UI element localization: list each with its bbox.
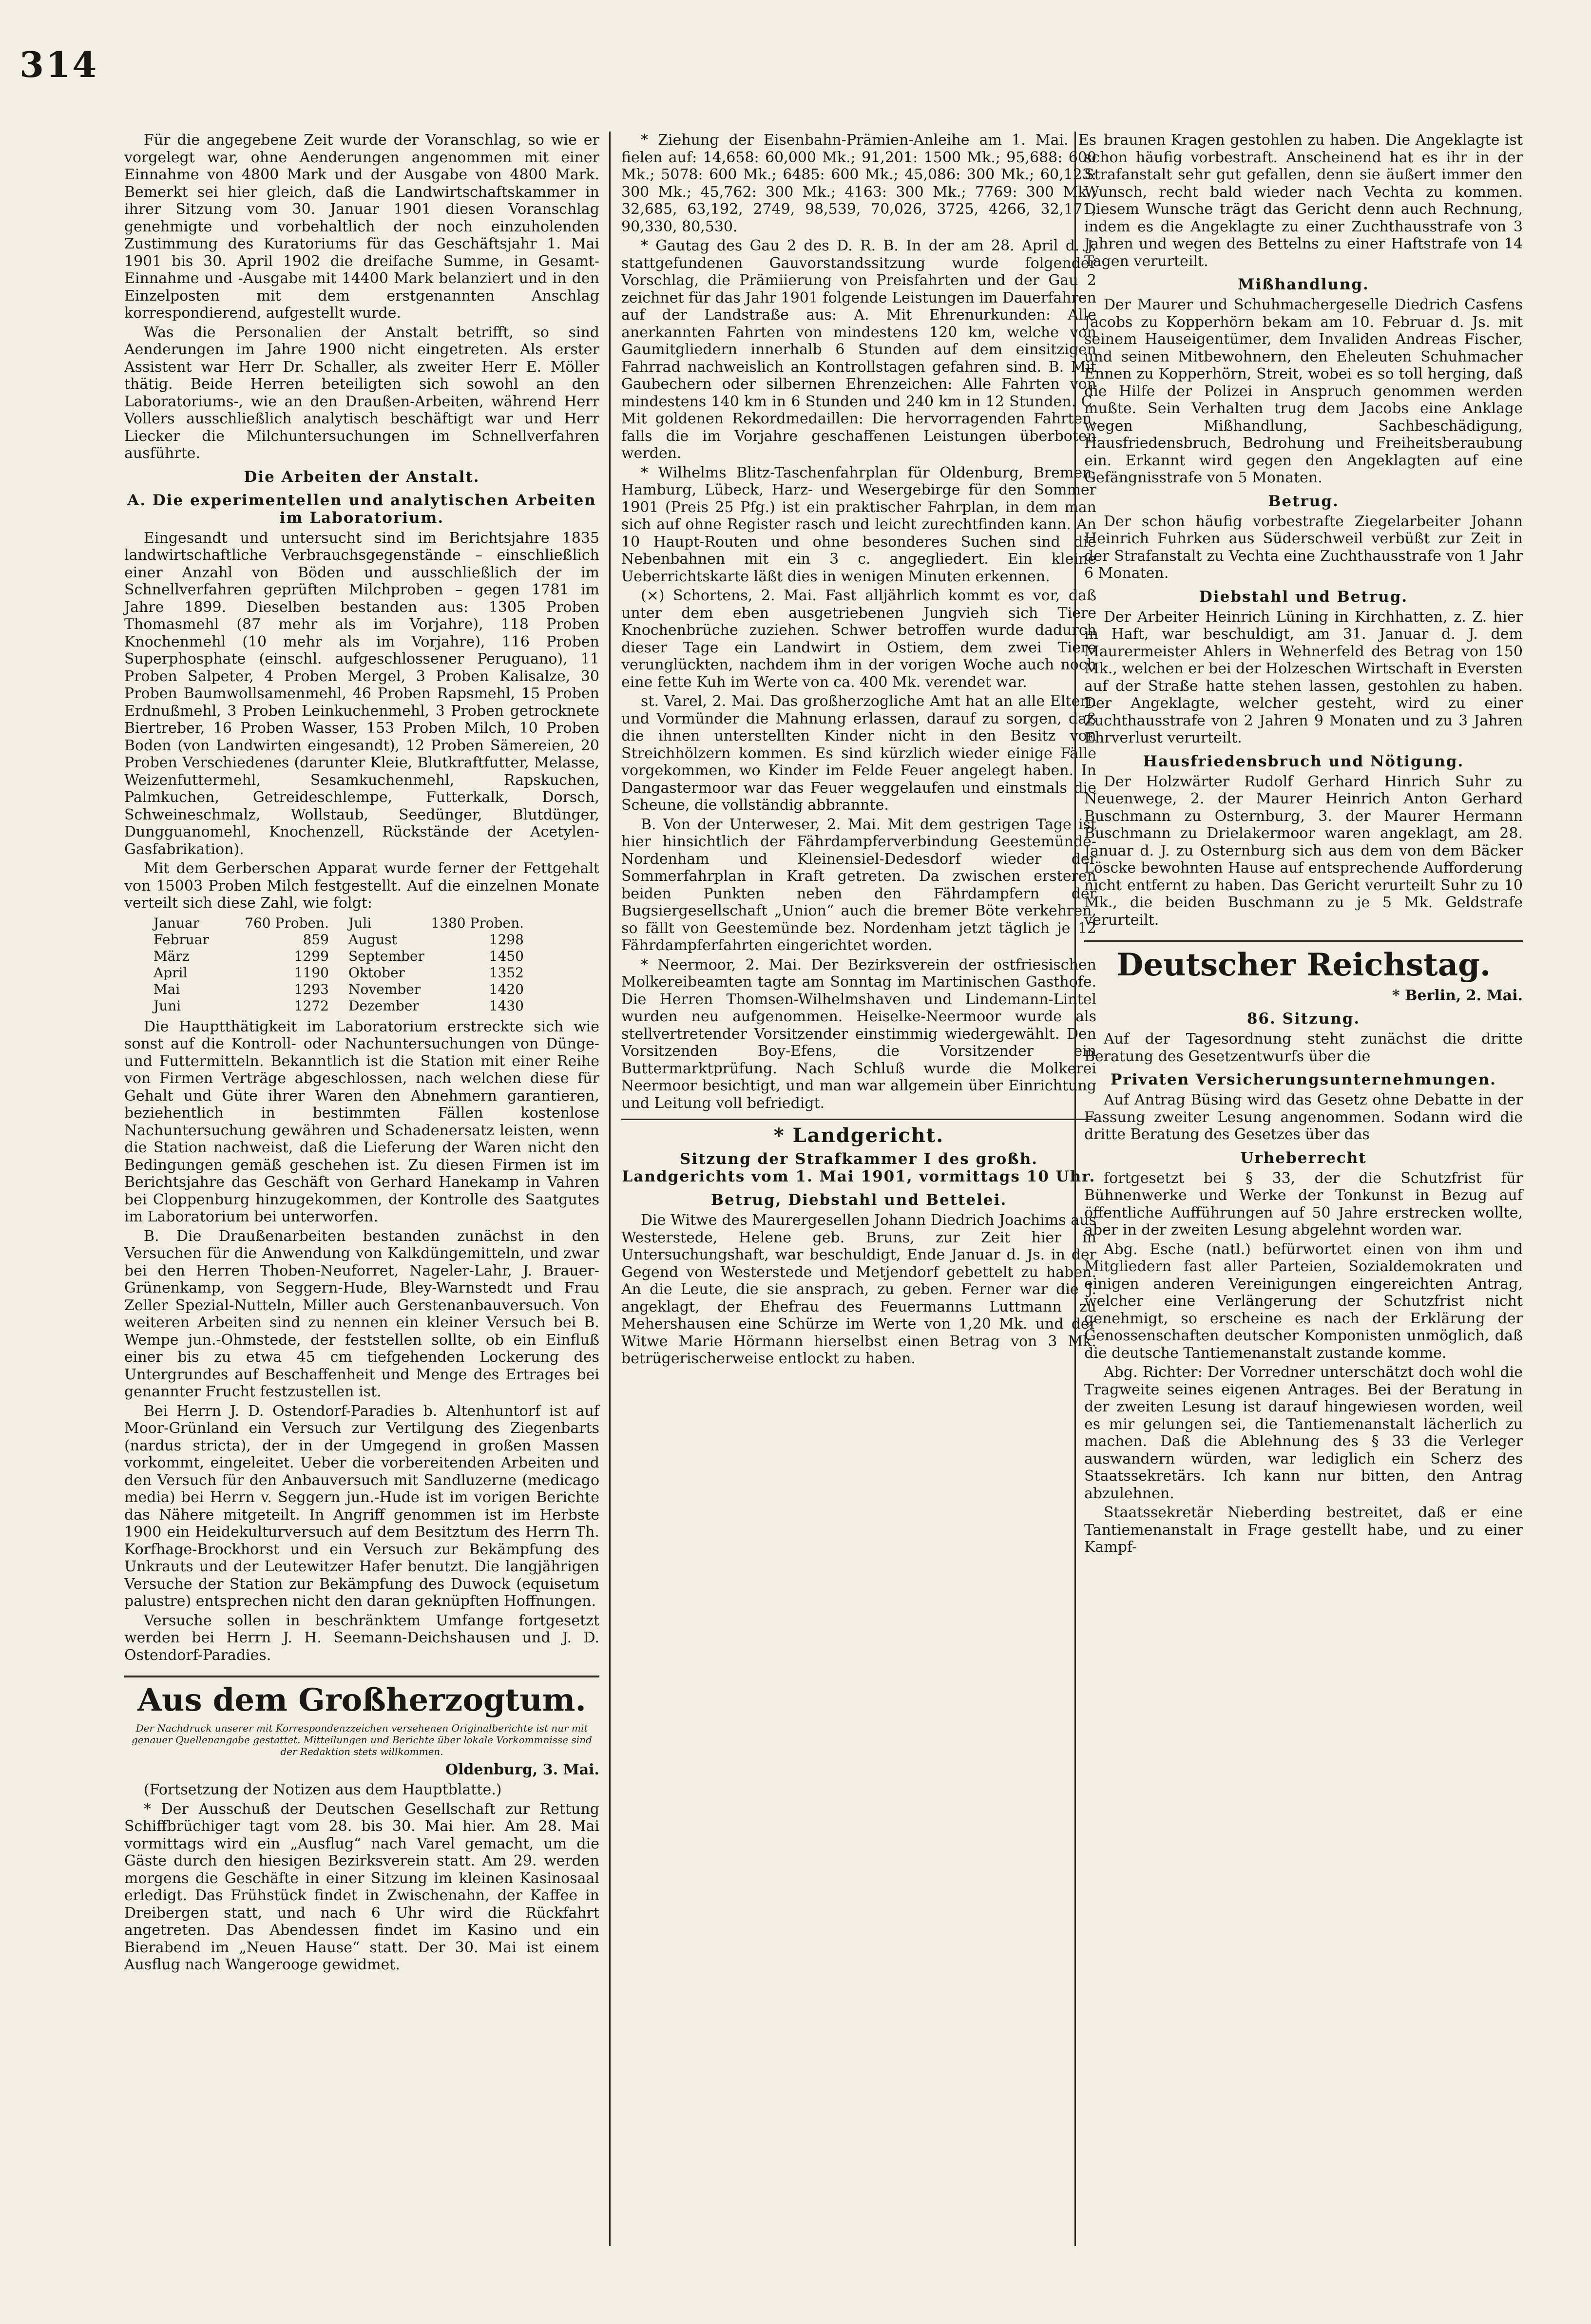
paragraph: Was die Personalien der Anstalt betrifft, so sind Aenderungen im Jahre 1900 nicht eingetreten. Als erster Assistent war Herr Dr. Schaller, als zweiter Herr E. Möller thätig. Beide Herren beteiligten sich sowohl an den Laboratoriums-, wie an den Draußen-Arbeiten, während Herr Vollers ausschließlich analytisch beschäftigt war und Herr Liecker die Milchuntersuchungen im Schnellverfahren ausführte. xyxy=(124,324,599,462)
column-rule xyxy=(609,132,611,2246)
table-row: September 1450 xyxy=(348,948,524,964)
paragraph: B. Von der Unterweser, 2. Mai. Mit dem gestrigen Tage ist hier hinsichtlich der Fährdampferverbindung Geestemünde-Nordenham und Kleinensiel-Dedesdorf wieder der Sommerfahrplan in Kraft getreten. Da zwischen ersteren beiden Punkten neben den Fährdampfern der Bugsiergesellschaft „Union“ auch die bremer Böte verkehren, so fällt von Geestemünde bez. Nordenham jetzt täglich je 12 Fährdampferfahrten eingerichtet worden. xyxy=(621,816,1096,954)
paragraph: * Neermoor, 2. Mai. Der Bezirksverein der ostfriesischen Molkereibeamten tagte am Sonntag im Martinischen Gasthofe. Die Herren Thomsen-Wilhelmshaven und Lindemann-Lintel wurden neu aufgenommen. Heiselke-Neermoor wurde als stellvertretender Vorsitzender einstimmig wiedergewählt. Den Vorsitzenden Boy-Efens, die Vorsitzender ein Buttermarktprüfung. Nach Schluß wurde die Molkerei Neermoor besichtigt, und man war allgemein über Einrichtung und Leitung voll befriedigt. xyxy=(621,956,1096,1112)
column-right xyxy=(1084,132,1523,1558)
section-masthead: Aus dem Großherzogtum. xyxy=(124,1676,599,1718)
table-row: Februar 859 xyxy=(153,931,329,948)
table-row: November 1420 xyxy=(348,981,524,997)
paragraph: Versuche sollen in beschränktem Umfange fortgesetzt werden bei Herrn J. H. Seemann-Deichshausen und J. D. Ostendorf-Paradies. xyxy=(124,1612,599,1664)
table-row: Juni 1272 xyxy=(153,997,329,1014)
paragraph: * Gautag des Gau 2 des D. R. B. In der am 28. April d. J. stattgefundenen Gauvorstandssitzung wurde folgender Vorschlag, die Prämiierung von Preisfahrten und der Gau 2 zeichnet für das Jahr 1901 folgende Leistungen im Dauerfahren auf der Landstraße aus: A. Mit Ehrenurkunden: Alle anerkannten Fahrten von mindestens 120 km, welche von Gaumitgliedern innerhalb 6 Stunden auf dem einsitzigen Fahrrad nachweislich an Kontrollstagen gefahren sind. B. Mit Gaubechern oder silbernen Ehrenzeichen: Alle Fahrten von mindestens 140 km in 6 Stunden und 240 km in 12 Stunden. C. Mit goldenen Rekordmedaillen: Die hervorragenden Fahrten, falls die im Vorjahre geschaffenen Leistungen überboten werden. xyxy=(621,237,1096,462)
section-heading: 86. Sitzung. xyxy=(1246,1010,1361,1028)
section-heading: A. Die experimentellen und analytischen Arbeiten im Laboratorium. xyxy=(127,491,596,527)
section-heading: Diebstahl und Betrug. xyxy=(1199,588,1408,606)
section-heading: Betrug, Diebstahl und Bettelei. xyxy=(710,1191,1007,1209)
paragraph: Der Holzwärter Rudolf Gerhard Hinrich Suhr zu Neuenwege, 2. der Maurer Heinrich Anton Gerhard Buschmann zu Osternburg, 3. der Maurer Hermann Buschmann zu Drielakermoor waren angeklagt, am 28. Januar d. J. zu Osternburg sich aus dem von dem Bäcker Löscke bewohnten Hause auf entsprechende Aufforderung nicht entfernt zu haben. Das Gericht verurteilt Suhr zu 10 Mk., die beiden Buschmann zu je 5 Mk. Geldstrafe verurteilt. xyxy=(1084,773,1523,929)
paragraph: Eingesandt und untersucht sind im Berichtsjahre 1835 landwirtschaftliche Verbrauchsgegenstände – einschließlich einer Anzahl von Böden und ausschließlich der im Schnellverfahren geprüften Milchproben – gegen 1781 im Jahre 1899. Dieselben bestanden aus: 1305 Proben Thomasmehl (87 mehr als im Vorjahre), 118 Proben Knochenmehl (10 mehr als im Vorjahre), 116 Proben Superphosphate (einschl. aufgeschlossener Peruguano), 11 Proben Salpeter, 4 Proben Mergel, 3 Proben Kalisalze, 30 Proben Baumwollsamenmehl, 46 Proben Rapsmehl, 15 Proben Erdnußmehl, 3 Proben Leinkuchenmehl, 3 Proben getrocknete Biertreber, 16 Proben Wasser, 153 Proben Milch, 10 Proben Boden (von Landwirten eingesandt), 12 Proben Sämereien, 20 Proben Verschiedenes (darunter Kleie, Blutkraftfutter, Melasse, Weizenfuttermehl, Sesamkuchenmehl, Rapskuchen, Palmkuchen, Getreideschlempe, Futterkalk, Dorsch, Schweineschmalz, Wollstaub, Seedünger, Blutdünger, Dungguanomehl, Knochenzell, Rückstände der Acetylen-Gasfabrikation). xyxy=(124,529,599,858)
paragraph: B. Die Draußenarbeiten bestanden zunächst in den Versuchen für die Anwendung von Kalkdüngemitteln, und zwar bei den Herren Thoben-Neuforret, Nageler-Lahr, J. Brauer-Grünenkamp, von Seggern-Hude, Bley-Warnstedt und Frau Zeller Spezial-Nutteln, Miller auch Gerstenanbauversuch. Von weiteren Arbeiten sind zu nennen ein kleiner Versuch bei B. Wempe jun.-Ohmstede, der feststellen sollte, ob ein Einfluß einer bis zu etwa 45 cm tiefgehenden Lockerung des Untergrundes auf Beschaffenheit und Menge des Ertrages bei genannter Frucht festzustellen ist. xyxy=(124,1227,599,1400)
paragraph: fortgesetzt bei § 33, der die Schutzfrist für Bühnenwerke und Werke der Tonkunst in Bezug auf öffentliche Aufführungen auf 50 Jahre erstrecken wollte, aber in der zweiten Lesung abgelehnt worden war. xyxy=(1084,1169,1523,1238)
column-middle xyxy=(621,132,1096,1370)
divider xyxy=(621,1119,1096,1120)
section-heading: Sitzung der Strafkammer I des großh. Landgerichts vom 1. Mai 1901, vormittags 10 Uhr. xyxy=(622,1150,1096,1185)
table-row: Mai 1293 xyxy=(153,981,329,997)
table-row: Juli 1380 Proben. xyxy=(348,914,524,931)
paragraph: Abg. Richter: Der Vorredner unterschätzt doch wohl die Tragweite seines eigenen Antrages. Bei der Beratung in der zweiten Lesung ist darauf hingewiesen worden, weil es mir gelungen sei, die Tantiemenanstalt lächerlich zu machen. Daß die Ablehnung des § 33 die Verleger auswandern würden, war lediglich ein Scherz des Staatssekretärs. Ich kann nur bitten, den Antrag abzulehnen. xyxy=(1084,1364,1523,1502)
table-row: Oktober 1352 xyxy=(348,964,524,981)
column-left xyxy=(124,132,599,1976)
section-heading: Hausfriedensbruch und Nötigung. xyxy=(1143,752,1464,770)
table-row: April 1190 xyxy=(153,964,329,981)
paragraph: Die Witwe des Maurergesellen Johann Diedrich Joachims aus Westerstede, Helene geb. Bruns, zur Zeit hier in Untersuchungshaft, war beschuldigt, Ende Januar d. Js. in der Gegend von Westerstede und Metjendorf gebettelt zu haben. An die Leute, die sie ansprach, zu geben. Ferner war die J. angeklagt, der Ehefrau des Feuermanns Luttmann zu Mehershausen eine Schürze im Werte von 1,20 Mk. und der Witwe Marie Hörmann hierselbst einen Betrag von 3 Mk. betrügerischerweise entlockt zu haben. xyxy=(621,1212,1096,1367)
page-number: 314 xyxy=(19,44,99,85)
section-masthead: Deutscher Reichstag. xyxy=(1084,940,1523,983)
table-row: März 1299 xyxy=(153,948,329,964)
reprint-note: Der Nachdruck unserer mit Korrespondenzzeichen versehenen Originalberichte ist nur mit genauer Quellenangabe gestattet. Mitteilungen und Berichte über lokale Vorkommnisse sind der Redaktion stets willkommen. xyxy=(132,1722,592,1757)
milk-samples-table xyxy=(153,915,524,1014)
table-row: Januar 760 Proben. xyxy=(153,914,329,931)
paragraph: st. Varel, 2. Mai. Das großherzogliche Amt hat an alle Eltern und Vormünder die Mahnung erlassen, darauf zu sorgen, daß die ihnen unterstellten Kinder nicht in den Besitz von Streichhölzern kommen. Es sind kürzlich wieder einige Fälle vorgekommen, wo Kinder im Felde Feuer angelegt haben. In Dangastermoor war das Feuer weggelaufen und einstmals die Scheune, die vollständig abbrannte. xyxy=(621,693,1096,814)
section-heading: Urheberrecht xyxy=(1240,1149,1367,1167)
paragraph: * Der Ausschuß der Deutschen Gesellschaft zur Rettung Schiffbrüchiger tagt vom 28. bis 30. Mai hier. Am 28. Mai vormittags wird ein „Ausflug“ nach Varel gemacht, um die Gäste durch den hiesigen Bezirksverein statt. Am 29. werden morgens die Geschäfte in einer Sitzung im kleinen Kasinosaal erledigt. Das Frühstück findet in Zwischenahn, der Kaffee in Dreibergen statt, und nach 6 Uhr wird die Rückfahrt angetreten. Das Abendessen findet im Kasino und ein Bierabend im „Neuen Hause“ statt. Der 30. Mai ist einem Ausflug nach Wangerooge gewidmet. xyxy=(124,1800,599,1973)
table-row: August 1298 xyxy=(348,931,524,948)
dateline: * Berlin, 2. Mai. xyxy=(1392,987,1523,1004)
table-row: Dezember 1430 xyxy=(348,997,524,1014)
paragraph: Staatssekretär Nieberding bestreitet, daß er eine Tantiemenanstalt in Frage gestellt habe, und zu einer Kampf- xyxy=(1084,1504,1523,1556)
paragraph: (Fortsetzung der Notizen aus dem Hauptblatte.) xyxy=(144,1781,502,1798)
paragraph: * Ziehung der Eisenbahn-Prämien-Anleihe am 1. Mai. Es fielen auf: 14,658: 60,000 Mk.; 91,201: 1500 Mk.; 95,688: 600 Mk.; 5078: 600 Mk.; 6485: 600 Mk.; 45,086: 300 Mk.; 60,123: 300 Mk.; 45,762: 300 Mk.; 4163: 300 Mk.; 7769: 300 Mk.; 32,685, 63,192, 2749, 98,539, 70,026, 3725, 4266, 32,171, 90,330, 80,530. xyxy=(621,132,1096,235)
section-heading: Mißhandlung. xyxy=(1238,276,1369,293)
paragraph: Der Arbeiter Heinrich Lüning in Kirchhatten, z. Z. hier in Haft, war beschuldigt, am 31. Januar d. J. dem Maurermeister Ahlers in Wehnerfeld des Betrag von 150 Mk., welchen er bei der Holzeschen Wirtschaft in Eversten auf der Straße hatte stehen lassen, gestohlen zu haben. Der Angeklagte, welcher gesteht, wird zu einer Zuchthausstrafe von 2 Jahren 9 Monaten und zu 3 Jahren Ehrverlust verurteilt. xyxy=(1084,608,1523,746)
paragraph: Auf der Tagesordnung steht zunächst die dritte Beratung des Gesetzentwurfs über die xyxy=(1084,1030,1523,1065)
paragraph: (×) Schortens, 2. Mai. Fast alljährlich kommt es vor, daß unter dem eben ausgetriebenen Jungvieh sich Tiere Knochenbrüche zuziehen. Schwer betroffen wurde dadurch dieser Tage ein Landwirt in Ostiem, dem zwei Tiere verunglückten, nachdem ihm in der vorigen Woche auch noch eine fette Kuh im Werte von ca. 400 Mk. verendet war. xyxy=(621,587,1096,691)
paragraph: Die Hauptthätigkeit im Laboratorium erstreckte sich wie sonst auf die Kontroll- oder Nachuntersuchungen von Dünge- und Futtermitteln. Bekanntlich ist die Station mit einer Reihe von Firmen Verträge abgeschlossen, nach welchen diese für Gehalt und Güte ihrer Waren den Abnehmern garantieren, beziehentlich in bestimmten Fällen kostenlose Nachuntersuchung gewähren und Schadenersatz leisten, wenn die Station nachweist, daß die Lieferung der Waren nicht den Bedingungen gemäß geschehen ist. Zu diesen Firmen ist im Berichtsjahre das Geschäft von Gerhard Hanekamp in Vahren bei Cloppenburg hinzugekommen, der Kontrolle des Saatgutes im Laboratorium bei unterworfen. xyxy=(124,1018,599,1225)
paragraph: Für die angegebene Zeit wurde der Voranschlag, so wie er vorgelegt war, ohne Aenderungen angenommen mit einer Einnahme von 4800 Mark und der Ausgabe von 4800 Mark. Bemerkt sei hier gleich, daß die Landwirtschaftskammer in ihrer Sitzung vom 30. Januar 1901 diesen Voranschlag genehmigte und vorbehaltlich der noch einzuholenden Zustimmung des Kuratoriums für das Geschäftsjahr 1. Mai 1901 bis 30. April 1902 die dreifache Summe, in Gesamt-Einnahme und -Ausgabe mit 14400 Mark belanziert und in den Einzelposten mit dem erstgenannten Anschlag korrespondierend, aufgestellt wurde. xyxy=(124,132,599,322)
dateline: Oldenburg, 3. Mai. xyxy=(445,1761,599,1778)
section-heading: Betrug. xyxy=(1268,492,1339,510)
paragraph: Bei Herrn J. D. Ostendorf-Paradies b. Altenhuntorf ist auf Moor-Grünland ein Versuch zur Vertilgung des Ziegenbarts (nardus stricta), der in der Umgegend in großen Massen vorkommt, eingeleitet. Ueber die vorbereitenden Arbeiten und den Versuch für den Anbauversuch mit Sandluzerne (medicago media) bei Herrn v. Seggern jun.-Hude ist im vorigen Berichte das Nähere mitgeteilt. In Angriff genommen ist im Herbste 1900 ein Heidekulturversuch auf dem Besitztum des Herrn Th. Korfhage-Brockhorst und ein Versuch zur Bekämpfung des Unkrauts und der Leutewitzer Hafer benutzt. Die langjährigen Versuche der Station zur Bekämpfung des Duwock (equisetum palustre) entsprechen nicht den daran geknüpften Hoffnungen. xyxy=(124,1402,599,1610)
paragraph: braunen Kragen gestohlen zu haben. Die Angeklagte ist schon häufig vorbestraft. Anscheinend hat es ihr in der Strafanstalt sehr gut gefallen, denn sie äußert immer den Wunsch, recht bald wieder nach Vechta zu kommen. Diesem Wunsche trägt das Gericht denn auch Rechnung, indem es die Angeklagte zu einer Zuchthausstrafe von 3 Jahren und wegen des Bettelns zu einer Haftstrafe von 14 Tagen verurteilt. xyxy=(1084,132,1523,270)
paragraph: Auf Antrag Büsing wird das Gesetz ohne Debatte in der Fassung zweiter Lesung angenommen. Sodann wird die dritte Beratung des Gesetzes über das xyxy=(1084,1091,1523,1143)
section-heading: Die Arbeiten der Anstalt. xyxy=(244,468,480,486)
section-heading: Privaten Versicherungsunternehmungen. xyxy=(1111,1071,1496,1088)
section-heading: * Landgericht. xyxy=(773,1124,944,1147)
paragraph: Der schon häufig vorbestrafte Ziegelarbeiter Johann Heinrich Fuhrken aus Süderschweil verbüßt zur Zeit in der Strafanstalt zu Vechta eine Zuchthausstrafe von 1 Jahr 6 Monaten. xyxy=(1084,513,1523,582)
paragraph: Der Maurer und Schuhmachergeselle Diedrich Casfens Jacobs zu Kopperhörn bekam am 10. Februar d. Js. mit seinem Hauseigentümer, dem Invaliden Andreas Fischer, und seinen Mitbewohnern, den Eheleuten Schuhmacher Ennen zu Kopperhörn, Streit, wobei es so toll herging, daß die Hilfe der Polizei in Anspruch genommen werden mußte. Sein Verhalten trug dem Jacobs eine Anklage wegen Mißhandlung, Sachbeschädigung, Hausfriedensbruch, Bedrohung und Freiheitsberaubung ein. Erkannt wird gegen den Angeklagten auf eine Gefängnisstrafe von 5 Monaten. xyxy=(1084,296,1523,486)
paragraph: Abg. Esche (natl.) befürwortet einen von ihm und Mitgliedern fast aller Parteien, Sozialdemokraten und einigen anderen Vereinigungen eingereichten Antrag, welcher eine Verlängerung der Schutzfrist nicht genehmigt, so erscheine es nach der Erklärung der Genossenschaften deutscher Komponisten unmöglich, daß die deutsche Tantiemenanstalt zustande komme. xyxy=(1084,1240,1523,1362)
paragraph: * Wilhelms Blitz-Taschenfahrplan für Oldenburg, Bremen, Hamburg, Lübeck, Harz- und Wesergebirge für den Sommer 1901 (Preis 25 Pfg.) ist ein praktischer Fahrplan, in dem man sich auf ohne Register rasch und leicht zurechtfinden kann. An 10 Haupt-Routen und ohne besonderes Suchen sind die Nebenbahnen mit ein 3 c. angegliedert. Ein kleine Ueberrichtskarte läßt dies in wenigen Minuten erkennen. xyxy=(621,464,1096,585)
paragraph: Mit dem Gerberschen Apparat wurde ferner der Fettgehalt von 15003 Proben Milch festgestellt. Auf die einzelnen Monate verteilt sich diese Zahl, wie folgt: xyxy=(124,860,599,912)
